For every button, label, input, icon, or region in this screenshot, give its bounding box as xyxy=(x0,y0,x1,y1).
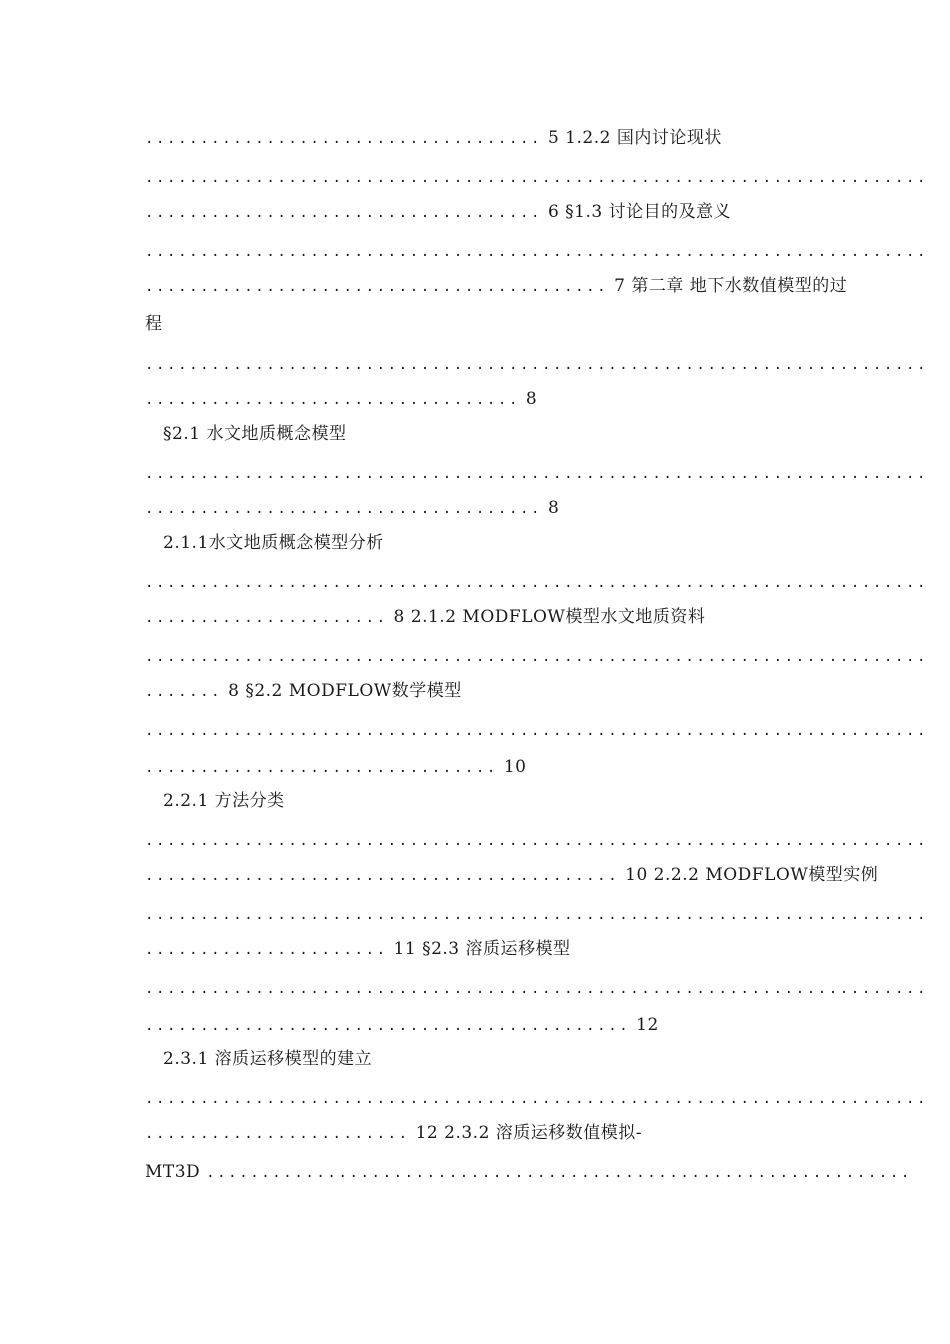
toc-line xyxy=(145,976,929,1001)
toc-line xyxy=(145,1086,929,1111)
toc-entry-text: 程 xyxy=(145,314,163,334)
toc-line xyxy=(145,312,805,336)
toc-line xyxy=(145,496,805,521)
leader-dots: .................................... xyxy=(145,205,543,221)
leader-dots: ....................................................................... xyxy=(145,357,929,373)
toc-line xyxy=(145,387,805,412)
leader-dots: ....................................................................... xyxy=(145,466,929,482)
toc-line xyxy=(145,718,929,743)
toc-entry-text: §2.1 水文地质概念模型 xyxy=(163,424,347,444)
leader-dots: ................................................................ xyxy=(206,1165,912,1181)
leader-dots: ........................ xyxy=(145,1126,410,1142)
toc-page-number: 12 xyxy=(630,1015,659,1035)
toc-line xyxy=(145,863,879,888)
leader-dots: ....................................................................... xyxy=(145,981,929,997)
leader-dots: ....................................................................... xyxy=(145,833,929,849)
toc-line xyxy=(145,679,805,704)
toc-entry-text: 12 2.3.2 溶质运移数值模拟- xyxy=(409,1123,643,1143)
leader-dots: ........................................... xyxy=(145,868,620,884)
toc-page-number: 8 xyxy=(542,498,560,518)
toc-line xyxy=(145,274,848,299)
leader-dots: .......................................... xyxy=(145,279,609,295)
toc-line xyxy=(145,605,805,630)
toc-line xyxy=(145,937,805,962)
leader-dots: ................................ xyxy=(145,760,498,776)
toc-entry-text: 5 1.2.2 国内讨论现状 xyxy=(542,128,722,148)
toc-line xyxy=(145,644,929,669)
toc-entry-text: 11 §2.3 溶质运移模型 xyxy=(387,939,571,959)
toc-line xyxy=(145,200,805,225)
toc-line xyxy=(145,755,805,780)
toc-line xyxy=(145,1121,805,1146)
leader-dots: ....................................................................... xyxy=(145,575,929,591)
toc-entry-text: 10 2.2.2 MODFLOW模型实例 xyxy=(619,865,879,885)
toc-line xyxy=(145,165,929,190)
leader-dots: ....................................................................... xyxy=(145,1091,929,1107)
toc-page-number: 10 xyxy=(497,757,527,777)
leader-dots: ....................................................................... xyxy=(145,649,929,665)
toc-line xyxy=(145,902,929,927)
toc-line xyxy=(145,352,929,377)
toc-page-number: 8 xyxy=(519,389,538,409)
leader-dots: ............................................ xyxy=(145,1018,631,1034)
toc-line xyxy=(145,1160,912,1185)
leader-dots: ...................... xyxy=(145,610,388,626)
toc-entry-text: 8 §2.2 MODFLOW数学模型 xyxy=(222,681,462,701)
toc-entry-text: 6 §1.3 讨论目的及意义 xyxy=(542,202,732,222)
leader-dots: ....................................................................... xyxy=(145,723,929,739)
leader-dots: ....................................................................... xyxy=(145,244,929,260)
leader-dots: .................................... xyxy=(145,501,543,517)
toc-line xyxy=(145,461,929,486)
leader-dots: ....................................................................... xyxy=(145,907,929,923)
toc-line xyxy=(163,789,823,813)
toc-entry-text: 7 第二章 地下水数值模型的过 xyxy=(608,276,848,296)
leader-dots: .................................... xyxy=(145,131,543,147)
toc-line xyxy=(145,239,929,264)
toc-line xyxy=(145,828,929,853)
toc-line xyxy=(163,1047,823,1071)
toc-entry-text: 2.1.1水文地质概念模型分析 xyxy=(163,533,384,553)
toc-line xyxy=(163,422,823,446)
toc-entry-text: MT3D xyxy=(145,1162,207,1182)
toc-line xyxy=(145,1013,805,1038)
leader-dots: ....... xyxy=(145,684,223,700)
leader-dots: ....................................................................... xyxy=(145,170,929,186)
toc-line xyxy=(145,570,929,595)
toc-entry-text: 2.3.1 溶质运移模型的建立 xyxy=(163,1049,373,1069)
leader-dots: ...................... xyxy=(145,942,388,958)
toc-entry-text: 2.2.1 方法分类 xyxy=(163,791,285,811)
toc-entry-text: 8 2.1.2 MODFLOW模型水文地质资料 xyxy=(387,607,706,627)
leader-dots: .................................. xyxy=(145,392,520,408)
toc-line xyxy=(163,531,823,555)
toc-line xyxy=(145,126,805,151)
